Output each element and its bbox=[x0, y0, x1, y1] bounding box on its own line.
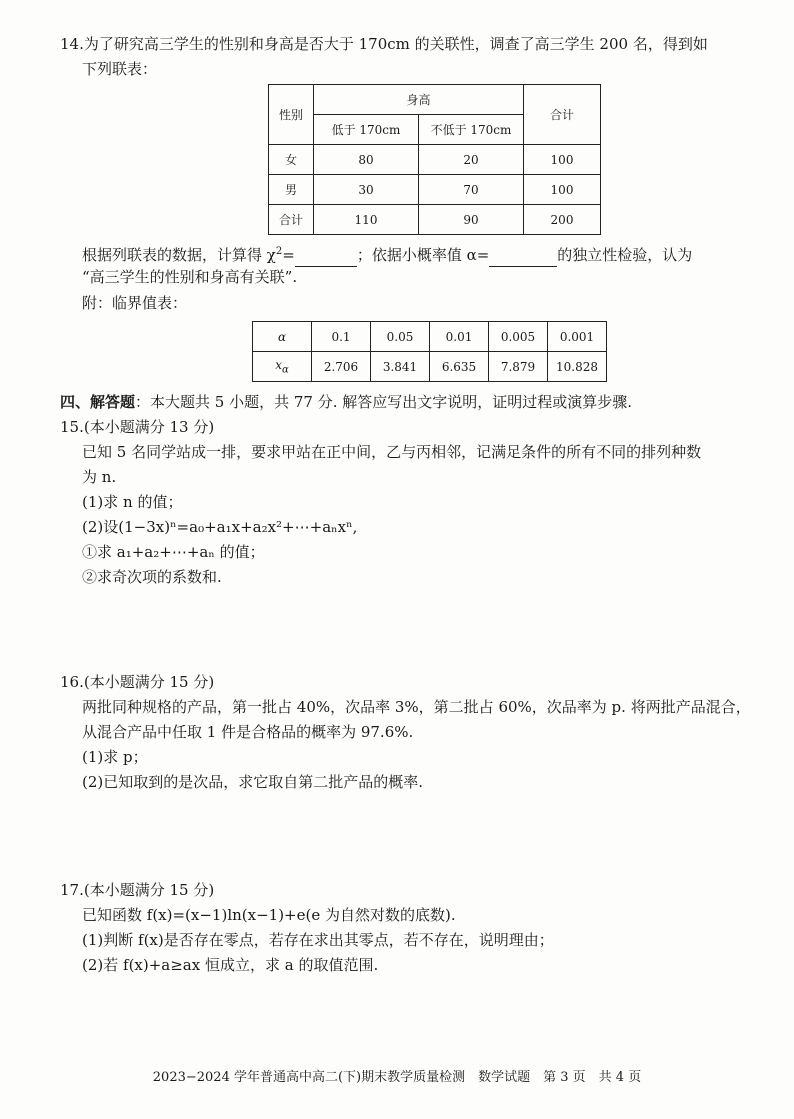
cell-total: 100 bbox=[524, 145, 601, 175]
table-row bbox=[269, 145, 601, 175]
x-subscript: α bbox=[282, 364, 289, 376]
q16-part2: (2)已知取到的是次品，求它取自第二批产品的概率. bbox=[82, 773, 424, 791]
x-value: 7.879 bbox=[489, 352, 548, 382]
alpha-value: 0.1 bbox=[312, 322, 371, 352]
section-instructions: ：本大题共 5 小题，共 77 分. 解答应写出文字说明，证明过程或演算步骤. bbox=[135, 393, 633, 411]
cell-below: 30 bbox=[314, 175, 419, 205]
q16-header: 16.(本小题满分 15 分) bbox=[60, 673, 215, 691]
chi-superscript: 2 bbox=[275, 246, 283, 257]
q14-line1: 14.为了研究高三学生的性别和身高是否大于 170cm 的关联性，调查了高三学生 200 名，得到如 bbox=[60, 35, 708, 53]
alpha-blank[interactable] bbox=[489, 250, 557, 267]
q15-line1: 已知 5 名同学站成一排，要求甲站在正中间，乙与丙相邻，记满足条件的所有不同的排列种数 bbox=[82, 443, 702, 461]
table-row bbox=[269, 175, 601, 205]
conclusion-text: 的独立性检验，认为 bbox=[557, 246, 693, 264]
q14-line5: 附：临界值表： bbox=[82, 294, 188, 312]
page-footer: 2023−2024 学年普通高中高二(下)期末教学质量检测 数学试题 第 3 页 共 4 页 bbox=[152, 1070, 642, 1085]
section-heading bbox=[60, 390, 632, 414]
q15-part2-ii: ②求奇次项的系数和. bbox=[82, 568, 222, 586]
alpha-value: 0.01 bbox=[430, 322, 489, 352]
cell-total: 200 bbox=[524, 205, 601, 235]
q17-line1: 已知函数 f(x)=(x−1)ln(x−1)+e(e 为自然对数的底数). bbox=[82, 906, 456, 924]
cell-not-below: 20 bbox=[419, 145, 524, 175]
table-row bbox=[253, 322, 607, 352]
row-label: 男 bbox=[269, 175, 314, 205]
section-title: 四、解答题 bbox=[60, 393, 136, 411]
row-label: 合计 bbox=[269, 205, 314, 235]
x-value: 6.635 bbox=[430, 352, 489, 382]
header-total: 合计 bbox=[524, 85, 601, 145]
cell-not-below: 70 bbox=[419, 175, 524, 205]
q15-part1: (1)求 n 的值； bbox=[82, 493, 183, 511]
x-alpha-label bbox=[253, 352, 312, 382]
cell-not-below: 90 bbox=[419, 205, 524, 235]
x-value: 3.841 bbox=[371, 352, 430, 382]
q15-part2-i: ①求 a₁+a₂+⋯+aₙ 的值； bbox=[82, 543, 265, 561]
q17-header: 17.(本小题满分 15 分) bbox=[60, 881, 215, 899]
q14-line3 bbox=[82, 240, 692, 267]
x-label: x bbox=[275, 357, 282, 372]
header-below-170: 低于 170cm bbox=[314, 115, 419, 145]
header-not-below-170: 不低于 170cm bbox=[419, 115, 524, 145]
critical-value-table bbox=[252, 321, 607, 382]
chi-text: 根据列联表的数据，计算得 χ bbox=[82, 246, 276, 264]
x-value: 2.706 bbox=[312, 352, 371, 382]
table-row bbox=[253, 352, 607, 382]
x-value: 10.828 bbox=[548, 352, 607, 382]
q16-line1: 两批同种规格的产品，第一批占 40%，次品率 3%，第二批占 60%，次品率为 p. 将两批产品混合， bbox=[82, 698, 751, 716]
contingency-table bbox=[268, 84, 601, 235]
q16-part1: (1)求 p； bbox=[82, 748, 148, 766]
cell-below: 110 bbox=[314, 205, 419, 235]
row-label: 女 bbox=[269, 145, 314, 175]
cell-below: 80 bbox=[314, 145, 419, 175]
q15-header: 15.(本小题满分 13 分) bbox=[60, 418, 215, 436]
alpha-value: 0.005 bbox=[489, 322, 548, 352]
table-row bbox=[269, 205, 601, 235]
alpha-value: 0.05 bbox=[371, 322, 430, 352]
equals-text: = bbox=[282, 246, 295, 264]
alpha-value: 0.001 bbox=[548, 322, 607, 352]
cell-total: 100 bbox=[524, 175, 601, 205]
alpha-text: ；依据小概率值 α= bbox=[356, 246, 490, 264]
q16-line2: 从混合产品中任取 1 件是合格品的概率为 97.6%. bbox=[82, 723, 414, 741]
alpha-label: α bbox=[253, 322, 312, 352]
q15-line2: 为 n. bbox=[82, 468, 117, 486]
q14-line2: 下列联表： bbox=[82, 60, 158, 78]
header-height: 身高 bbox=[314, 85, 524, 115]
q15-part2: (2)设(1−3x)ⁿ=a₀+a₁x+a₂x²+⋯+aₙxⁿ, bbox=[82, 518, 358, 536]
chi-square-blank[interactable] bbox=[295, 250, 357, 267]
q17-part2: (2)若 f(x)+a≥ax 恒成立，求 a 的取值范围. bbox=[82, 956, 379, 974]
q14-line4: “高三学生的性别和身高有关联”. bbox=[82, 268, 298, 286]
q17-part1: (1)判断 f(x)是否存在零点，若存在求出其零点，若不存在，说明理由； bbox=[82, 931, 554, 949]
header-gender: 性别 bbox=[269, 85, 314, 145]
